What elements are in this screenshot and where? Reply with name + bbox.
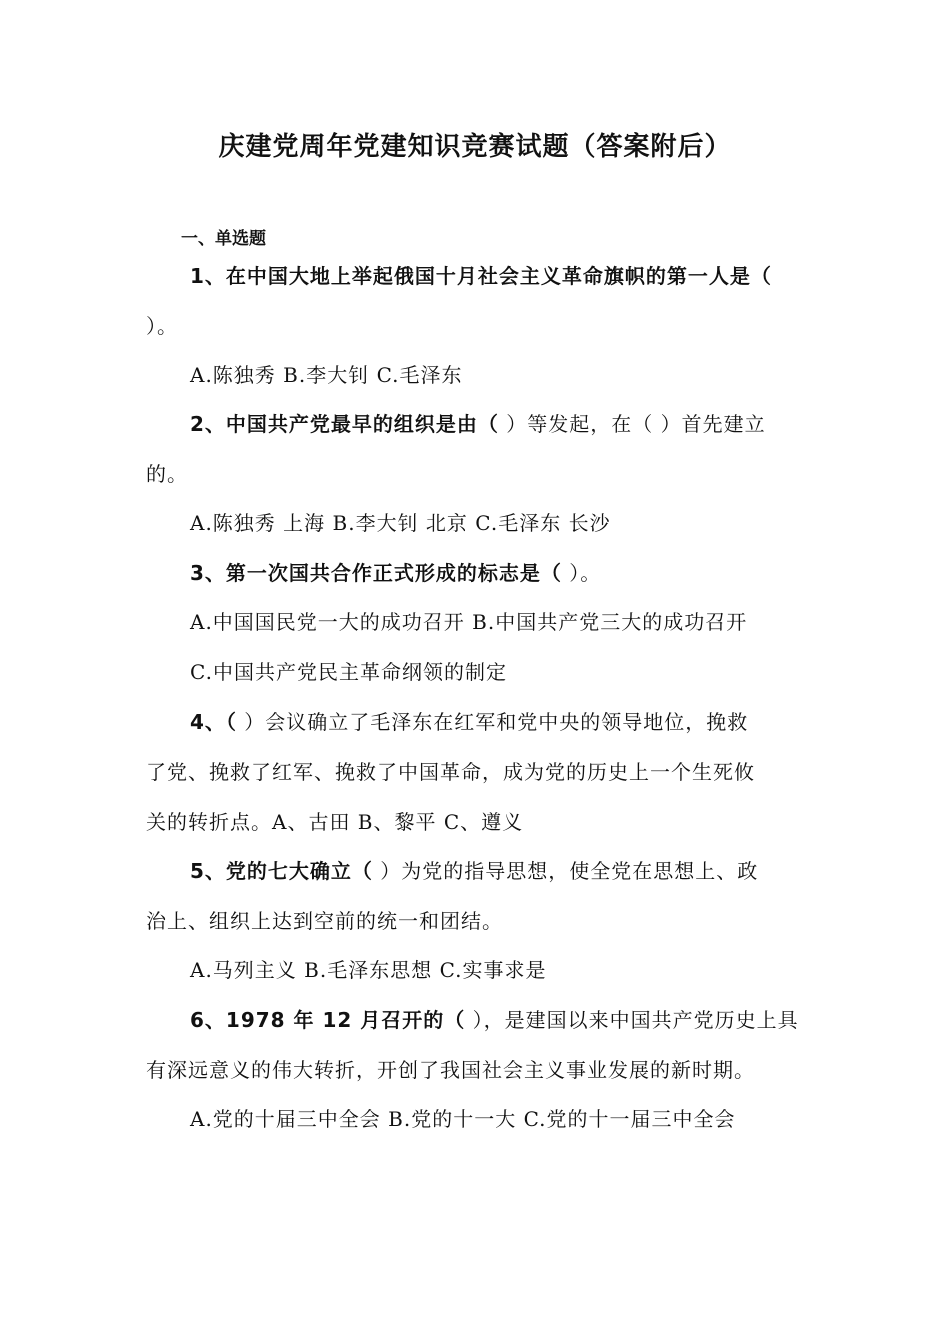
question-2-continuation: 的。 bbox=[146, 462, 188, 486]
question-4-continuation: 了党、挽救了红军、挽救了中国革命，成为党的历史上一个生死攸 bbox=[146, 760, 755, 784]
question-6 bbox=[190, 1008, 799, 1032]
document-title: 庆建党周年党建知识竞赛试题（答案附后） bbox=[218, 132, 732, 162]
question-1-stem: 1、在中国大地上举起俄国十月社会主义革命旗帜的第一人是（ bbox=[190, 264, 772, 288]
question-3-options-continued: C.中国共产党民主革命纲领的制定 bbox=[190, 660, 507, 684]
question-1 bbox=[190, 264, 772, 288]
question-4-stem: 4、（ bbox=[190, 710, 237, 734]
question-5-options: A.马列主义 B.毛泽东思想 C.实事求是 bbox=[190, 958, 547, 982]
question-6-stem: 6、1978 年 12 月召开的（ bbox=[190, 1008, 466, 1032]
question-2-stem: 2、中国共产党最早的组织是由（ bbox=[190, 412, 499, 436]
question-2-options: A.陈独秀 上海 B.李大钊 北京 C.毛泽东 长沙 bbox=[190, 511, 611, 535]
question-4-continuation-options: 关的转折点。A、古田 B、黎平 C、遵义 bbox=[146, 810, 524, 834]
question-5-continuation: 治上、组织上达到空前的统一和团结。 bbox=[146, 909, 503, 933]
question-4-rest: ）会议确立了毛泽东在红军和党中央的领导地位，挽救 bbox=[236, 710, 749, 734]
question-2-rest: ）等发起，在（ ）首先建立 bbox=[498, 412, 766, 436]
question-6-options: A.党的十届三中全会 B.党的十一大 C.党的十一届三中全会 bbox=[190, 1107, 736, 1131]
question-5 bbox=[190, 859, 758, 883]
question-4 bbox=[190, 710, 748, 734]
question-1-continuation: ）。 bbox=[146, 314, 178, 338]
question-3-stem: 3、第一次国共合作正式形成的标志是（ bbox=[190, 561, 562, 585]
question-1-options: A.陈独秀 B.李大钊 C.毛泽东 bbox=[190, 363, 463, 387]
section-heading: 一、单选题 bbox=[181, 229, 266, 249]
question-6-continuation: 有深远意义的伟大转折，开创了我国社会主义事业发展的新时期。 bbox=[146, 1058, 755, 1082]
question-3-options: A.中国国民党一大的成功召开 B.中国共产党三大的成功召开 bbox=[190, 610, 748, 634]
question-5-stem: 5、党的七大确立（ bbox=[190, 859, 373, 883]
question-5-rest: ）为党的指导思想，使全党在思想上、政 bbox=[372, 859, 759, 883]
question-3-rest: ）。 bbox=[561, 561, 602, 585]
question-6-rest: ），是建国以来中国共产党历史上具 bbox=[465, 1008, 799, 1032]
question-3 bbox=[190, 561, 601, 585]
question-2 bbox=[190, 412, 766, 436]
